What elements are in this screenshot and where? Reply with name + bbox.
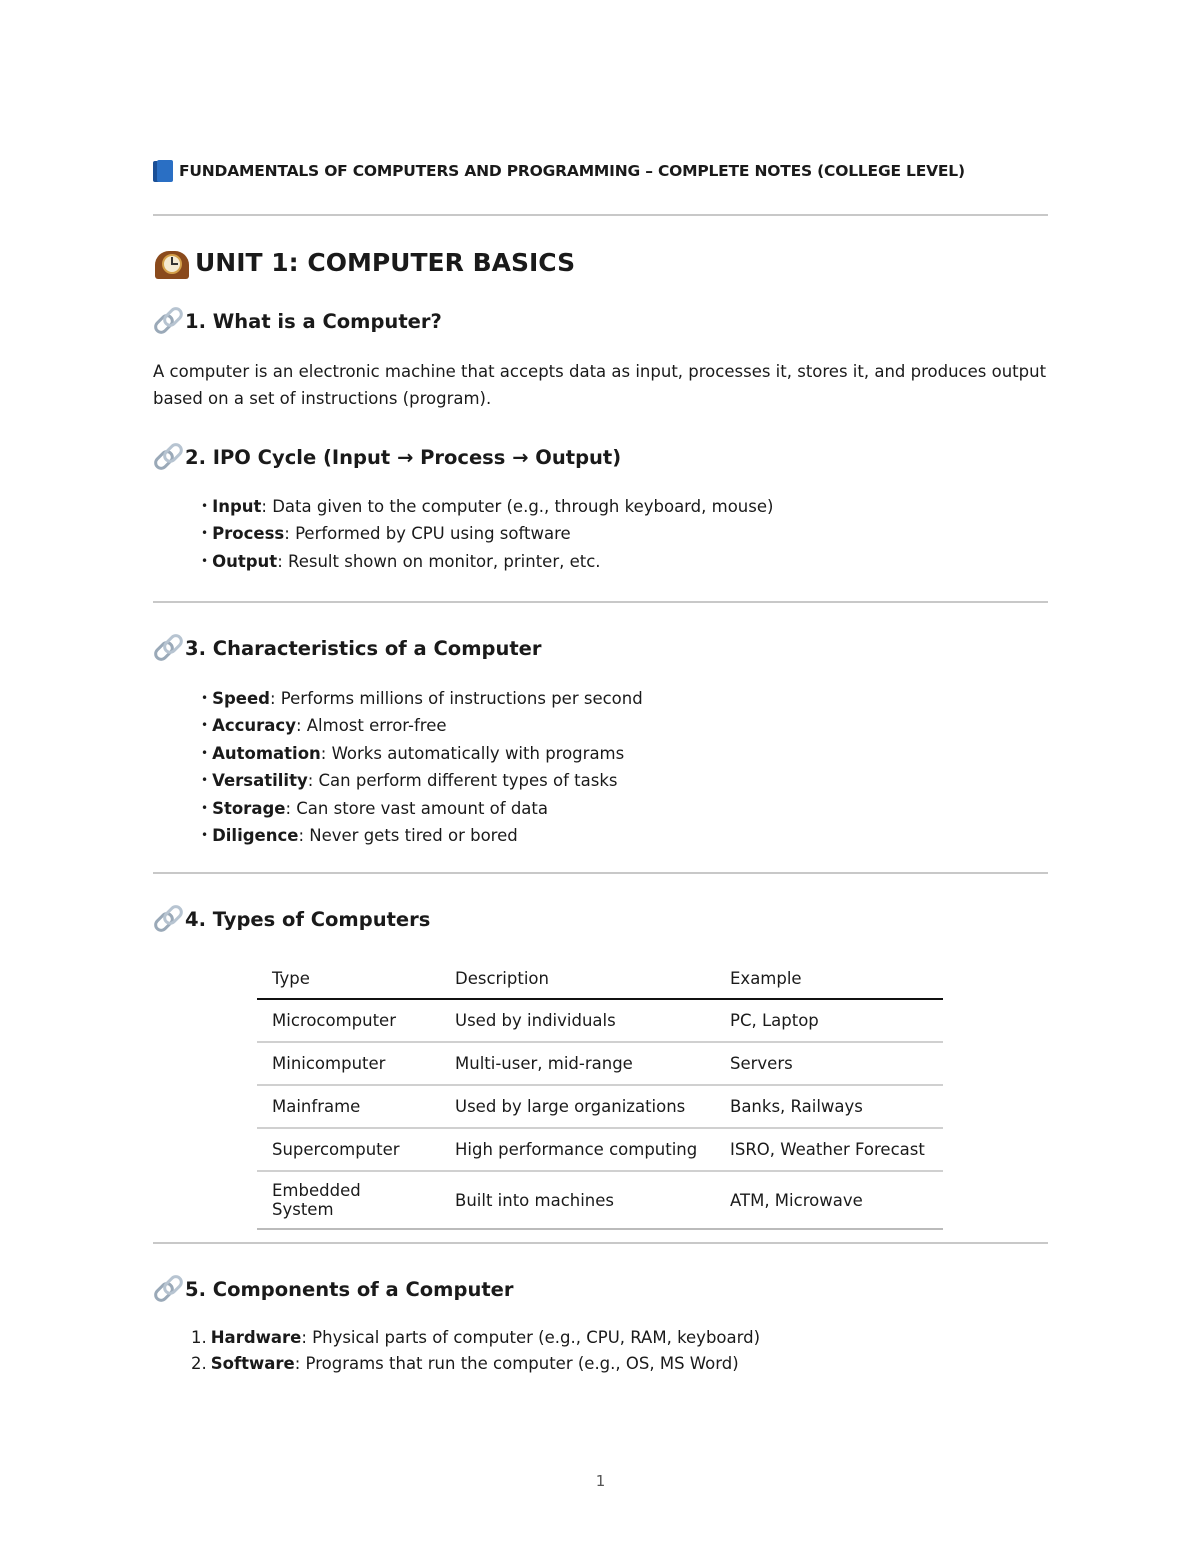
table-cell: Used by individuals: [440, 999, 715, 1042]
list-item: [191, 1325, 760, 1351]
table-cell: Multi-user, mid-range: [440, 1042, 715, 1085]
table-cell: Banks, Railways: [715, 1085, 943, 1128]
column-header: Type: [257, 960, 440, 999]
section-heading-text: 1. What is a Computer?: [185, 309, 442, 333]
definition-paragraph: A computer is an electronic machine that accepts data as input, processes it, stores it, and produces output based on a set of instructions (program).: [153, 362, 1047, 408]
link-icon: [153, 307, 185, 335]
mantelpiece-clock-icon: [153, 245, 191, 279]
list-item-term: Automation: [212, 743, 321, 763]
table-cell: ISRO, Weather Forecast: [715, 1128, 943, 1171]
list-item: [201, 549, 773, 576]
list-item-desc: : Never gets tired or bored: [298, 826, 518, 846]
section-heading-text: 2. IPO Cycle (Input → Process → Output): [185, 445, 622, 469]
list-item-term: Speed: [212, 689, 270, 708]
list-item-desc: : Data given to the computer (e.g., through keyboard, mouse): [261, 497, 774, 516]
table-row: [257, 1085, 943, 1128]
list-item: [201, 796, 643, 823]
unit-heading: [153, 245, 575, 279]
section-heading-text: 4. Types of Computers: [185, 907, 431, 931]
list-item-desc: : Works automatically with programs: [320, 743, 625, 763]
table-header-row: [257, 960, 943, 999]
section-heading-text: 3. Characteristics of a Computer: [185, 636, 542, 660]
link-icon: [153, 634, 185, 662]
table-cell: Embedded System: [257, 1171, 440, 1229]
table-row: [257, 1128, 943, 1171]
document-page: [153, 0, 1048, 1553]
list-item-term: Storage: [212, 798, 286, 818]
table-row: [257, 1171, 943, 1229]
section-heading-types: [153, 905, 430, 933]
list-item: [201, 741, 643, 768]
list-item-desc: : Can perform different types of tasks: [307, 771, 618, 791]
list-item-term: Hardware: [210, 1328, 302, 1347]
characteristics-list: [201, 686, 643, 850]
list-item-desc: : Can store vast amount of data: [285, 798, 548, 818]
table-cell: Microcomputer: [257, 999, 440, 1042]
list-item-term: Accuracy: [212, 716, 296, 736]
list-item: [201, 823, 643, 850]
column-header: Example: [715, 960, 943, 999]
divider: [153, 601, 1048, 603]
list-item: [191, 1351, 760, 1377]
list-item-term: Output: [212, 551, 278, 571]
list-item-desc: : Performs millions of instructions per second: [269, 689, 643, 708]
link-icon: [153, 1275, 185, 1303]
list-item-term: Input: [212, 497, 262, 516]
book-icon: [153, 160, 173, 182]
unit-heading-text: UNIT 1: COMPUTER BASICS: [195, 247, 576, 277]
list-item-term: Versatility: [212, 771, 308, 791]
section-heading-ipo-cycle: [153, 443, 621, 471]
divider: [153, 872, 1048, 874]
column-header: Description: [440, 960, 715, 999]
list-item: [201, 713, 643, 740]
table-cell: High performance computing: [440, 1128, 715, 1171]
table-cell: Minicomputer: [257, 1042, 440, 1085]
document-title: [153, 160, 965, 182]
section-heading-characteristics: [153, 634, 542, 662]
table-cell: Used by large organizations: [440, 1085, 715, 1128]
table-cell: PC, Laptop: [715, 999, 943, 1042]
document-title-text: FUNDAMENTALS OF COMPUTERS AND PROGRAMMING – COMPLETE NOTES (COLLEGE LEVEL): [179, 162, 965, 180]
divider: [153, 1242, 1048, 1244]
list-item-desc: : Physical parts of computer (e.g., CPU, RAM, keyboard): [301, 1328, 761, 1347]
link-icon: [153, 443, 185, 471]
list-item: [201, 686, 643, 713]
table-row: [257, 999, 943, 1042]
section-heading-what-is-computer: [153, 307, 442, 335]
table-cell: ATM, Microwave: [715, 1171, 943, 1229]
components-list: [191, 1325, 760, 1378]
list-item-desc: : Programs that run the computer (e.g., OS, MS Word): [294, 1354, 739, 1374]
types-of-computers-table: [257, 960, 943, 1230]
table-row: [257, 1042, 943, 1085]
list-item-desc: : Almost error-free: [295, 716, 447, 736]
list-item: [201, 494, 773, 521]
divider: [153, 214, 1048, 216]
page-number: 1: [595, 1472, 606, 1490]
list-item-number: 2.: [191, 1354, 207, 1374]
list-item-desc: : Performed by CPU using software: [284, 524, 571, 544]
list-item-term: Diligence: [212, 826, 299, 846]
table-cell: Servers: [715, 1042, 943, 1085]
ipo-list: [201, 494, 773, 576]
list-item-desc: : Result shown on monitor, printer, etc.: [277, 551, 601, 571]
section-heading-components: [153, 1275, 514, 1303]
list-item-term: Process: [212, 524, 285, 544]
table-cell: Supercomputer: [257, 1128, 440, 1171]
list-item-number: 1.: [191, 1328, 207, 1347]
list-item: [201, 768, 643, 795]
table-cell: Mainframe: [257, 1085, 440, 1128]
list-item: [201, 521, 773, 548]
section-heading-text: 5. Components of a Computer: [185, 1277, 514, 1301]
list-item-term: Software: [210, 1354, 295, 1374]
link-icon: [153, 905, 185, 933]
table-cell: Built into machines: [440, 1171, 715, 1229]
